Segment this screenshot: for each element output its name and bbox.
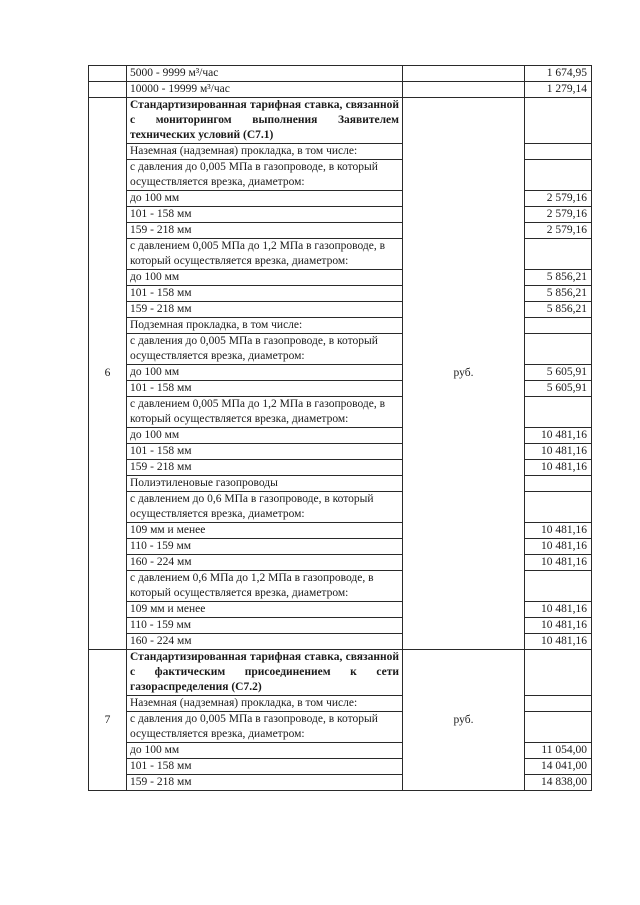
row-description: 101 - 158 мм xyxy=(127,207,403,223)
row-value: 5 856,21 xyxy=(525,286,592,302)
row-description: до 100 мм xyxy=(127,743,403,759)
row-value: 1 279,14 xyxy=(525,82,592,98)
row-value: 5 856,21 xyxy=(525,302,592,318)
row-number-cell xyxy=(89,66,127,82)
row-description: 101 - 158 мм xyxy=(127,759,403,775)
row-value xyxy=(525,334,592,365)
row-description: с давлением 0,6 МПа до 1,2 МПа в газопроводе, в который осуществляется врезка, диаметром: xyxy=(127,571,403,602)
section-number: 6 xyxy=(89,98,127,650)
section-title: Стандартизированная тарифная ставка, связанной с мониторингом выполнения Заявителем технических условий (С7.1) xyxy=(127,98,403,144)
row-number-cell xyxy=(89,82,127,98)
row-description: Подземная прокладка, в том числе: xyxy=(127,318,403,334)
row-value: 2 579,16 xyxy=(525,191,592,207)
unit-label: руб. xyxy=(403,98,525,650)
unit-cell xyxy=(403,66,525,82)
row-description: с давления до 0,005 МПа в газопроводе, в который осуществляется врезка, диаметром: xyxy=(127,160,403,191)
row-description: 5000 - 9999 м³/час xyxy=(127,66,403,82)
row-value: 5 605,91 xyxy=(525,365,592,381)
row-value: 14 041,00 xyxy=(525,759,592,775)
row-description: до 100 мм xyxy=(127,191,403,207)
row-description: 160 - 224 мм xyxy=(127,555,403,571)
row-value xyxy=(525,318,592,334)
section-header-row xyxy=(89,650,592,696)
row-value: 10 481,16 xyxy=(525,460,592,476)
row-description: с давлением 0,005 МПа до 1,2 МПа в газопроводе, в который осуществляется врезка, диаметром: xyxy=(127,397,403,428)
row-description: Полиэтиленовые газопроводы xyxy=(127,476,403,492)
row-description: Наземная (надземная) прокладка, в том числе: xyxy=(127,144,403,160)
row-description: до 100 мм xyxy=(127,365,403,381)
row-value: 10 481,16 xyxy=(525,618,592,634)
row-value: 1 674,95 xyxy=(525,66,592,82)
row-description: 101 - 158 мм xyxy=(127,286,403,302)
row-value: 10 481,16 xyxy=(525,634,592,650)
row-value: 14 838,00 xyxy=(525,775,592,791)
row-value: 2 579,16 xyxy=(525,223,592,239)
row-description: 101 - 158 мм xyxy=(127,444,403,460)
row-description: 159 - 218 мм xyxy=(127,775,403,791)
unit-cell xyxy=(403,82,525,98)
row-description: 101 - 158 мм xyxy=(127,381,403,397)
table-row xyxy=(89,82,592,98)
row-description: 159 - 218 мм xyxy=(127,223,403,239)
tariff-table xyxy=(88,65,592,791)
section-title-value xyxy=(525,98,592,144)
row-description: с давления до 0,005 МПа в газопроводе, в который осуществляется врезка, диаметром: xyxy=(127,712,403,743)
row-value xyxy=(525,712,592,743)
row-value: 10 481,16 xyxy=(525,602,592,618)
row-description: 110 - 159 мм xyxy=(127,539,403,555)
row-description: 160 - 224 мм xyxy=(127,634,403,650)
row-description: Наземная (надземная) прокладка, в том числе: xyxy=(127,696,403,712)
section-title: Стандартизированная тарифная ставка, связанной с фактическим присоединением к сети газораспределения (С7.2) xyxy=(127,650,403,696)
row-value xyxy=(525,571,592,602)
row-description: 159 - 218 мм xyxy=(127,460,403,476)
row-value xyxy=(525,239,592,270)
row-description: 110 - 159 мм xyxy=(127,618,403,634)
row-value: 10 481,16 xyxy=(525,444,592,460)
section-title-value xyxy=(525,650,592,696)
table-row xyxy=(89,66,592,82)
section-header-row xyxy=(89,98,592,144)
row-value xyxy=(525,144,592,160)
section-number: 7 xyxy=(89,650,127,791)
row-value xyxy=(525,476,592,492)
row-value xyxy=(525,696,592,712)
row-value: 11 054,00 xyxy=(525,743,592,759)
row-value: 10 481,16 xyxy=(525,539,592,555)
row-value xyxy=(525,492,592,523)
row-value: 10 481,16 xyxy=(525,555,592,571)
row-description: 159 - 218 мм xyxy=(127,302,403,318)
row-value xyxy=(525,397,592,428)
row-description: 109 мм и менее xyxy=(127,523,403,539)
row-value: 10 481,16 xyxy=(525,428,592,444)
tariff-table-body xyxy=(89,66,592,791)
row-value: 5 605,91 xyxy=(525,381,592,397)
row-value: 5 856,21 xyxy=(525,270,592,286)
row-description: до 100 мм xyxy=(127,270,403,286)
row-value: 2 579,16 xyxy=(525,207,592,223)
row-value: 10 481,16 xyxy=(525,523,592,539)
row-description: до 100 мм xyxy=(127,428,403,444)
row-description: 109 мм и менее xyxy=(127,602,403,618)
row-value xyxy=(525,160,592,191)
unit-label: руб. xyxy=(403,650,525,791)
row-description: 10000 - 19999 м³/час xyxy=(127,82,403,98)
row-description: с давлением до 0,6 МПа в газопроводе, в который осуществляется врезка, диаметром: xyxy=(127,492,403,523)
row-description: с давления до 0,005 МПа в газопроводе, в который осуществляется врезка, диаметром: xyxy=(127,334,403,365)
row-description: с давлением 0,005 МПа до 1,2 МПа в газопроводе, в который осуществляется врезка, диаметром: xyxy=(127,239,403,270)
